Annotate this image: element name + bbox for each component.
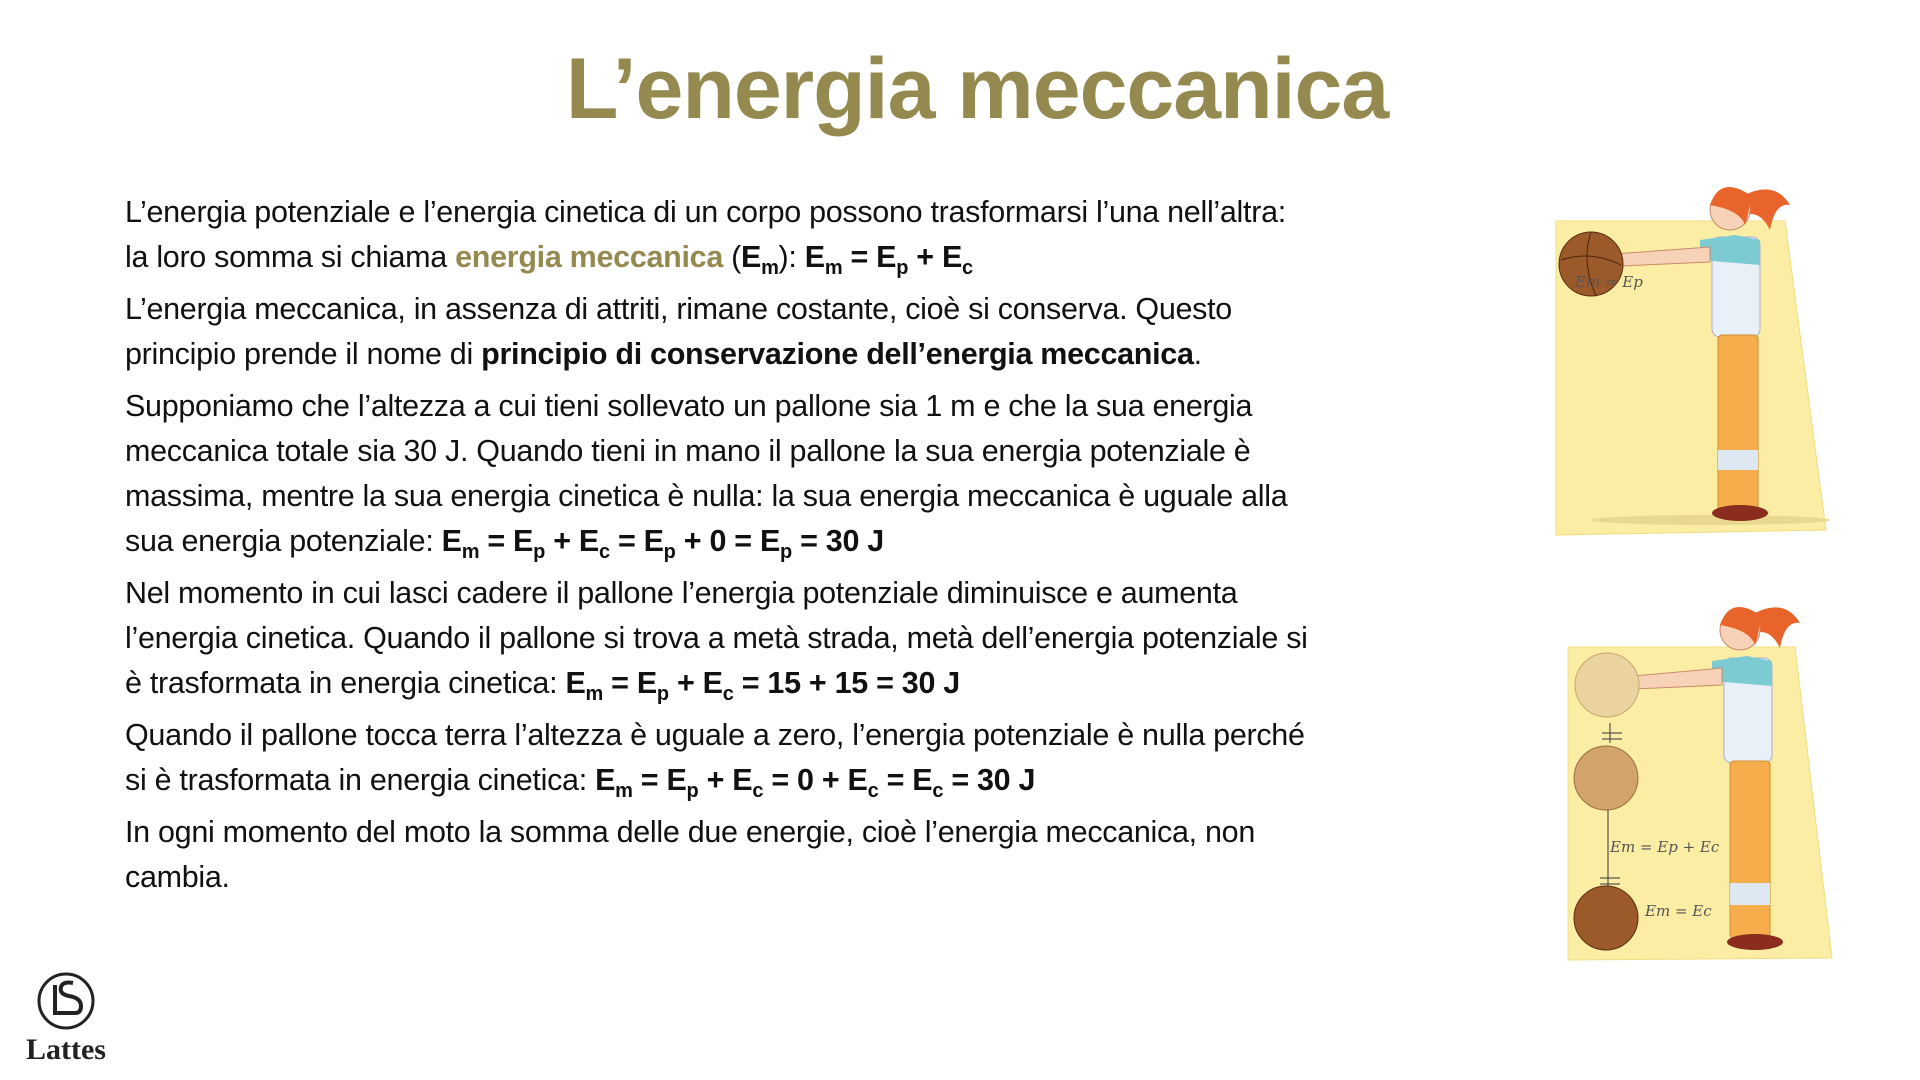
bold-text: = E [479,524,534,558]
bold-text: E [804,240,825,274]
bold-text: + 0 = E [675,524,781,558]
text-segment: Quando il pallone tocca terra l’altezza è uguale a zero, l’energia potenziale è nulla perché [125,718,1305,752]
bold-text: + E [545,524,599,558]
lattes-logo [18,970,114,1067]
paragraph [125,571,1525,706]
subscript: c [867,780,879,802]
subscript: p [533,541,546,563]
ponytail [1755,607,1800,648]
subscript: p [780,541,792,563]
text-segment: ): [778,240,805,274]
lattes-emblem-icon [35,970,97,1032]
bold-text: = 30 J [943,763,1036,797]
bold-text: = E [609,524,664,558]
text-segment: In ogni momento del moto la somma delle due energie, cioè l’energia meccanica, non [125,815,1255,849]
text-line [125,616,1525,661]
text-segment: Nel momento in cui lasci cadere il pallone l’energia potenziale diminuisce e aumenta [125,576,1238,610]
highlighted-term: energia meccanica [455,240,723,274]
illustration-holding-ball [1540,175,1840,545]
text-line [125,474,1525,519]
text-line [125,855,1525,900]
text-segment: è trasformata in energia cinetica: [125,666,566,700]
text-segment: massima, mentre la sua energia cinetica è nulla: la sua energia meccanica è uguale alla [125,479,1288,513]
bold-text: E [741,240,762,274]
subscript: m [761,257,779,279]
subscript: c [722,683,734,705]
bold-text: principio di conservazione dell’energia meccanica [481,337,1194,371]
paragraph [125,810,1525,900]
bold-text: E [595,763,616,797]
text-line [125,287,1525,332]
subscript: c [598,541,610,563]
figure-label-em-ec: Em = Ec [1645,902,1712,920]
text-line [125,235,1525,280]
bold-text: E [565,666,586,700]
logo-text: Lattes [26,1033,106,1066]
subscript: c [962,257,973,279]
text-line [125,384,1525,429]
shadow [1590,515,1830,525]
bold-text: + E [698,763,753,797]
subscript: p [656,683,669,705]
body-text [125,190,1525,907]
page-title: L’energia meccanica [565,41,1389,137]
text-line [125,332,1525,377]
text-segment: L’energia meccanica, in assenza di attriti, rimane costante, cioè si conserva. Questo [125,292,1232,326]
text-line [125,190,1525,235]
text-line [125,571,1525,616]
text-segment: l’energia cinetica. Quando il pallone si trova a metà strada, metà dell’energia potenziale si [125,621,1308,655]
paragraph [125,384,1525,564]
text-segment: principio prende il nome di [125,337,482,371]
bold-text: = 30 J [791,524,884,558]
pants [1730,761,1770,938]
text-line [125,429,1525,474]
paragraph [125,713,1525,803]
ball-bottom [1574,886,1638,950]
bold-text: = E [842,240,897,274]
subscript: m [585,683,603,705]
pants-stripe [1730,883,1770,905]
text-segment: Supponiamo che l’altezza a cui tieni sollevato un pallone sia 1 m e che la sua energia [125,389,1253,423]
text-line [125,810,1525,855]
bold-text: = 15 + 15 = 30 J [733,666,960,700]
figure-label-em-ep: Em = Ep [1575,273,1643,291]
subscript: c [752,780,764,802]
subscript: p [896,257,909,279]
text-segment: cambia. [125,860,230,894]
subscript: p [663,541,676,563]
subscript: m [615,780,633,802]
ball-top-faded [1575,653,1639,717]
shoes [1712,505,1768,521]
pants [1718,335,1758,510]
subscript: m [461,541,480,563]
illustration-falling-ball [1550,598,1850,968]
bold-text: = E [632,763,687,797]
bold-text: + E [668,666,723,700]
text-line [125,661,1525,706]
text-segment: . [1193,337,1202,371]
text-segment: L’energia potenziale e l’energia cinetica di un corpo possono trasformarsi l’una nell’altra: [125,195,1286,229]
text-line [125,758,1525,803]
bold-text: = 0 + E [763,763,868,797]
text-segment: ( [722,240,742,274]
paragraph [125,190,1525,280]
text-line [125,519,1525,564]
ball-middle [1574,746,1638,810]
text-segment: sua energia potenziale: [125,524,442,558]
bold-text: = E [602,666,657,700]
subscript: p [686,780,699,802]
subscript: m [824,257,843,279]
text-line [125,713,1525,758]
shoes [1727,934,1783,950]
text-segment: si è trasformata in energia cinetica: [125,763,596,797]
bold-text: = E [878,763,933,797]
bold-text: E [441,524,462,558]
subscript: c [932,780,944,802]
text-segment: la loro somma si chiama [125,240,456,274]
bold-text: + E [908,240,963,274]
pants-stripe [1718,450,1758,470]
text-segment: meccanica totale sia 30 J. Quando tieni in mano il pallone la sua energia potenziale è [125,434,1251,468]
paragraph [125,287,1525,377]
figure-label-em-ep-ec: Em = Ep + Ec [1610,838,1720,856]
